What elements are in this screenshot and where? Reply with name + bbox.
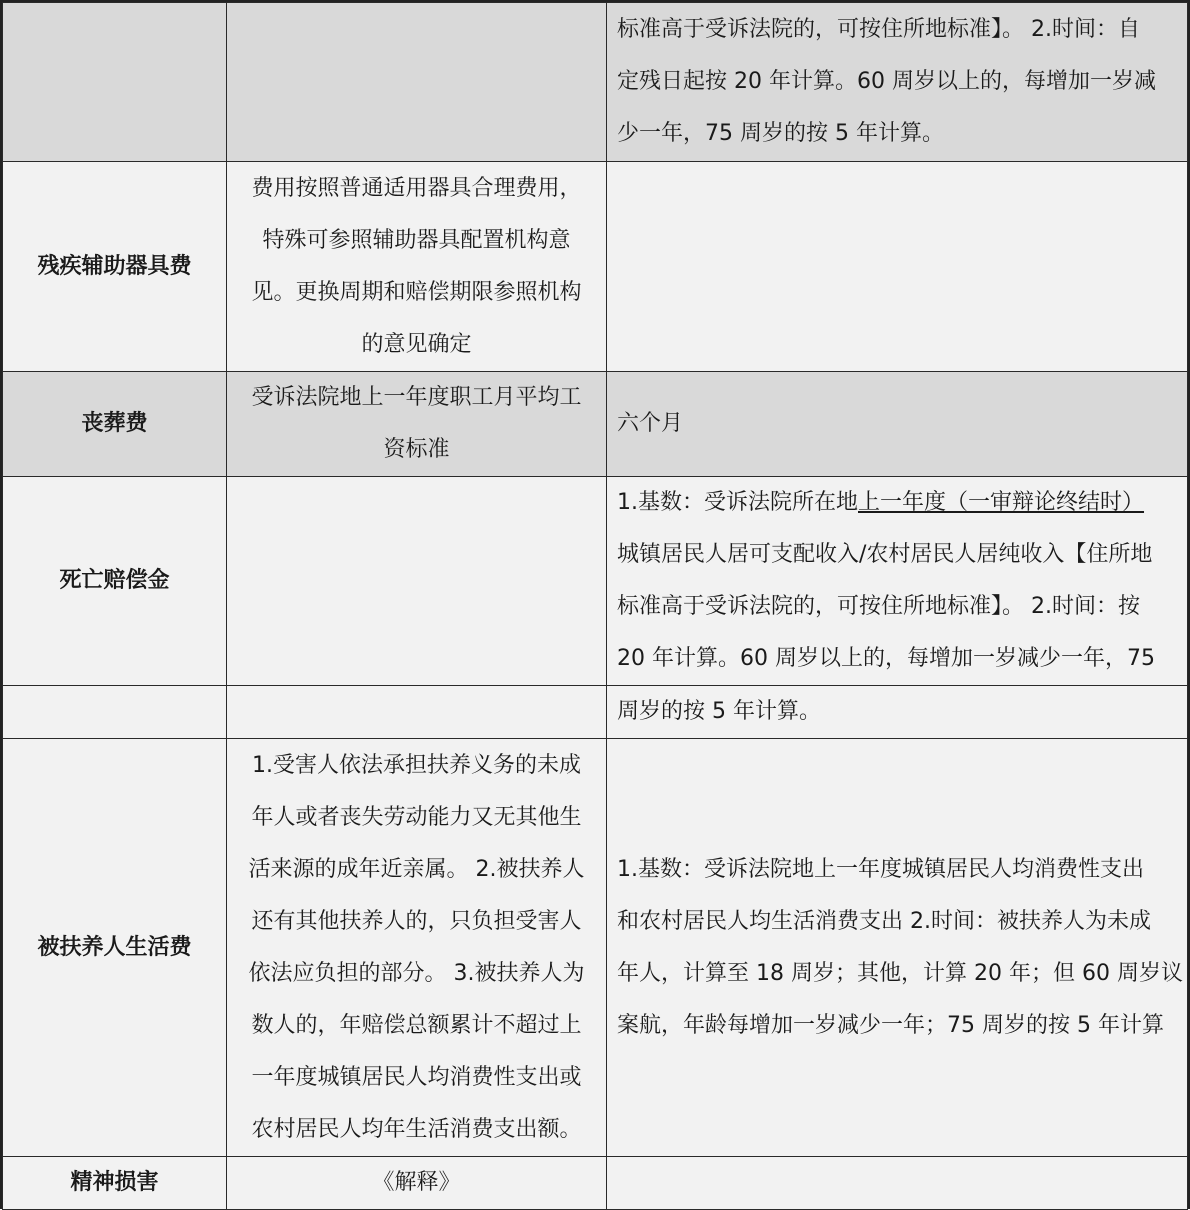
text-line: 见。更换周期和赔偿期限参照机构: [251, 279, 582, 305]
text-line: 的意见确定: [361, 331, 472, 357]
compensation-table: [2, 2, 1188, 1210]
text-line: 年人，计算至 18 周岁；其他，计算 20 年；但 60 周岁议: [617, 960, 1183, 986]
table-row: [3, 1157, 1188, 1210]
text-line: 一年度城镇居民人均消费性支出或: [251, 1064, 582, 1090]
text-line: 受诉法院地上一年度职工月平均工: [251, 385, 582, 410]
standard-cell: [227, 162, 607, 372]
text-line: 特殊可参照辅助器具配置机构意: [262, 227, 571, 253]
category-cell: 残疾辅助器具费: [3, 162, 227, 372]
text-line: 依法应负担的部分。 3.被扶养人为: [248, 960, 585, 986]
text-line: 年人或者丧失劳动能力又无其他生: [251, 804, 582, 830]
category-cell: [3, 686, 227, 739]
text-line: 20 年计算。60 周岁以上的，每增加一岁减少一年，75: [617, 646, 1155, 671]
text-line: 和农村居民人均生活消费支出 2.时间：被扶养人为未成: [617, 908, 1151, 934]
text-line: 资标准: [383, 437, 450, 462]
text-line: 1.受害人依法承担扶养义务的未成: [252, 752, 581, 778]
text-line: 还有其他扶养人的，只负担受害人: [251, 908, 582, 934]
table-row: [3, 162, 1188, 372]
text-line: 六个月: [617, 411, 684, 436]
standard-cell: [227, 3, 607, 162]
text-line: 1.基数：受诉法院所在地上一年度（一审辩论终结时）: [617, 490, 1145, 515]
period-cell: [607, 372, 1188, 477]
text-line: 定残日起按 20 年计算。60 周岁以上的，每增加一岁减: [617, 69, 1156, 94]
category-cell: 被扶养人生活费: [3, 739, 227, 1157]
period-cell: [607, 686, 1188, 739]
table-row: [3, 739, 1188, 1157]
category-cell: 精神损害: [3, 1157, 227, 1210]
table-row: [3, 372, 1188, 477]
text-line: 1.基数：受诉法院地上一年度城镇居民人均消费性支出: [617, 856, 1144, 882]
period-cell: [607, 162, 1188, 372]
period-cell: [607, 739, 1188, 1157]
standard-cell: [227, 477, 607, 686]
standard-cell: [227, 1157, 607, 1210]
text-line: 《解释》: [372, 1170, 461, 1195]
text-line: 活来源的成年近亲属。 2.被扶养人: [248, 856, 585, 882]
period-cell: [607, 477, 1188, 686]
text-line: 案航，年龄每增加一岁减少一年；75 周岁的按 5 年计算: [617, 1012, 1164, 1038]
period-cell: [607, 3, 1188, 162]
standard-cell: [227, 686, 607, 739]
text-line: 数人的，年赔偿总额累计不超过上: [251, 1012, 582, 1038]
text-line: 标准高于受诉法院的，可按住所地标准】。 2.时间：按: [617, 594, 1140, 619]
text-line: 农村居民人均年生活消费支出额。: [251, 1116, 582, 1142]
standard-cell: [227, 739, 607, 1157]
category-cell: 丧葬费: [3, 372, 227, 477]
standard-cell: [227, 372, 607, 477]
category-cell: [3, 3, 227, 162]
text-line: 少一年，75 周岁的按 5 年计算。: [617, 121, 944, 146]
table-row: [3, 686, 1188, 739]
category-cell: 死亡赔偿金: [3, 477, 227, 686]
text-line: 城镇居民人居可支配收入/农村居民人居纯收入【住所地: [617, 542, 1153, 567]
table-row: [3, 477, 1188, 686]
text-line: 标准高于受诉法院的，可按住所地标准】。 2.时间：自: [617, 17, 1140, 42]
period-cell: [607, 1157, 1188, 1210]
text-line: 费用按照普通适用器具合理费用，: [251, 175, 582, 201]
table-row: [3, 3, 1188, 162]
text-line: 周岁的按 5 年计算。: [617, 699, 821, 724]
